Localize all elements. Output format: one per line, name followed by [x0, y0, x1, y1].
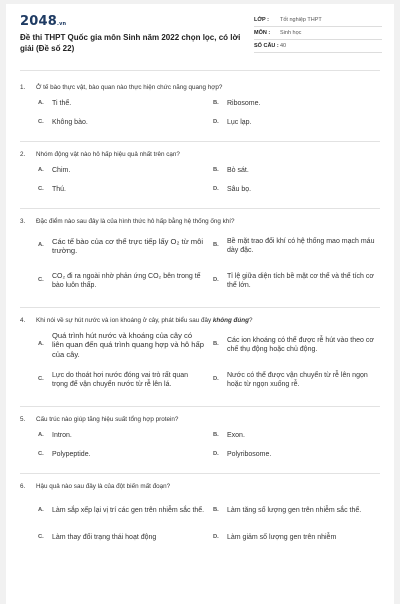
site-logo[interactable]: 2048.vn	[20, 14, 67, 29]
meta-value: Tốt nghiệp THPT	[280, 17, 322, 23]
option-letter: A.	[38, 100, 44, 107]
option-letter: C.	[38, 451, 44, 458]
option-text: Lực do thoát hơi nước đóng vai trò rất quan trọng để vận chuyển nước từ rễ lên lá.	[52, 371, 189, 388]
option-letter: C.	[38, 376, 44, 383]
option-letter: A.	[38, 432, 44, 439]
question-text	[20, 150, 380, 159]
answer-option-c[interactable]	[38, 266, 205, 296]
option-text: Các tế bào của cơ thể trực tiếp lấy O₂ từ môi trường.	[52, 236, 204, 255]
answer-option-d[interactable]	[213, 365, 380, 395]
option-text: Ribosome.	[227, 100, 261, 108]
answer-options	[20, 429, 380, 467]
question-5	[20, 415, 380, 474]
question-prompt-start: Khi nói về sự hút nước và ion khoáng ở cây, phát biểu sau đây	[36, 317, 213, 324]
question-prompt: Nhóm động vật nào hô hấp hiệu quả nhất trên cạn?	[36, 151, 180, 158]
option-text: Chim.	[52, 167, 71, 175]
option-text: Sâu bọ.	[227, 186, 252, 194]
option-text: Không bào.	[52, 119, 88, 127]
question-prompt: Đặc điểm nào sau đây là của hình thức hô hấp bằng hệ thống ống khí?	[36, 218, 235, 225]
question-list	[6, 71, 394, 556]
option-text: Nước có thể được vận chuyển từ rễ lên ngọn hoặc từ ngọn xuống rễ.	[227, 371, 368, 388]
option-letter: B.	[213, 100, 219, 107]
meta-label: LỚP :	[254, 17, 269, 23]
answer-option-c[interactable]	[38, 116, 205, 130]
answer-option-c[interactable]	[38, 183, 205, 197]
option-letter: C.	[38, 277, 44, 284]
option-text: Tỉ lệ giữa diện tích bề mặt cơ thể và thể tích cơ thể lớn.	[227, 272, 374, 289]
meta-value: 40	[280, 43, 287, 49]
option-letter: A.	[38, 242, 44, 249]
option-letter: C.	[38, 119, 44, 126]
answer-option-a[interactable]	[38, 330, 205, 360]
answer-option-c[interactable]	[38, 448, 205, 462]
question-number: 5.	[20, 416, 26, 423]
option-text: Làm giảm số lượng gen trên nhiễm	[227, 534, 337, 542]
answer-option-a[interactable]	[38, 97, 205, 111]
answer-option-d[interactable]	[213, 448, 380, 462]
answer-option-b[interactable]	[213, 429, 380, 443]
document-header	[6, 4, 394, 70]
question-text	[20, 316, 380, 325]
question-2	[20, 150, 380, 209]
question-prompt: Ở tế bào thực vật, bào quan nào thực hiện chức năng quang hợp?	[36, 84, 223, 91]
answer-options	[20, 164, 380, 202]
question-text	[20, 83, 380, 92]
option-letter: D.	[213, 451, 219, 458]
answer-option-d[interactable]	[213, 266, 380, 296]
option-text: Intron.	[52, 432, 72, 440]
question-prompt	[36, 316, 252, 325]
option-letter: D.	[213, 376, 219, 383]
question-text	[20, 482, 380, 491]
answer-options	[20, 231, 380, 301]
answer-options	[20, 496, 380, 550]
option-letter: A.	[38, 507, 44, 514]
option-letter: B.	[213, 167, 219, 174]
option-text: Làm tăng số lượng gen trên nhiễm sắc thể.	[227, 507, 362, 515]
question-prompt-end: ?	[248, 317, 253, 324]
meta-label: MÔN :	[254, 30, 271, 36]
answer-option-a[interactable]	[38, 231, 205, 261]
option-letter: C.	[38, 534, 44, 541]
option-letter: D.	[213, 534, 219, 541]
option-letter: B.	[213, 242, 219, 249]
question-6	[20, 482, 380, 556]
option-letter: B.	[213, 341, 219, 348]
answer-option-b[interactable]	[213, 97, 380, 111]
option-letter: B.	[213, 507, 219, 514]
option-text: Các ion khoáng có thể được rễ hút vào theo cơ chế thụ động hoặc chủ động.	[227, 336, 374, 353]
answer-option-d[interactable]	[213, 183, 380, 197]
option-letter: A.	[38, 167, 44, 174]
option-text: Exon.	[227, 432, 245, 440]
option-text: CO₂ đi ra ngoài nhờ phản ứng CO₂ bên trong tế bào luôn thấp.	[52, 272, 201, 289]
question-number: 1.	[20, 84, 26, 91]
answer-option-d[interactable]	[213, 116, 380, 130]
question-4	[20, 316, 380, 407]
option-text: Làm sắp xếp lại vị trí các gen trên nhiễm sắc thể.	[52, 507, 205, 515]
question-prompt: Cấu trúc nào giúp tăng hiệu suất tổng hợp protein?	[36, 416, 179, 423]
question-number: 4.	[20, 317, 26, 324]
answer-option-c[interactable]	[38, 365, 205, 395]
meta-row-subject	[254, 27, 382, 40]
question-text	[20, 415, 380, 424]
option-letter: B.	[213, 432, 219, 439]
option-letter: D.	[213, 186, 219, 193]
option-text: Quá trình hút nước và khoáng của cây có liên quan đến quá trình quang hợp và hô hấp của cây.	[52, 330, 204, 359]
question-text	[20, 217, 380, 226]
option-text: Làm thay đổi trạng thái hoạt động	[52, 534, 157, 542]
option-letter: D.	[213, 119, 219, 126]
option-letter: A.	[38, 341, 44, 348]
answer-option-a[interactable]	[38, 429, 205, 443]
meta-value: Sinh học	[280, 30, 302, 36]
answer-option-c[interactable]	[38, 531, 205, 545]
question-1	[20, 83, 380, 142]
answer-option-b[interactable]	[213, 330, 380, 360]
meta-row-class	[254, 14, 382, 27]
document-meta	[254, 14, 382, 53]
question-3	[20, 217, 380, 308]
question-number: 3.	[20, 218, 26, 225]
option-text: Polyribosome.	[227, 451, 272, 459]
answer-option-d[interactable]	[213, 531, 380, 545]
answer-option-a[interactable]	[38, 496, 205, 526]
answer-option-a[interactable]	[38, 164, 205, 178]
option-text: Polypeptide.	[52, 451, 91, 459]
question-number: 6.	[20, 483, 26, 490]
answer-options	[20, 97, 380, 135]
answer-option-b[interactable]	[213, 231, 380, 261]
option-text: Thú.	[52, 186, 67, 194]
meta-label: SỐ CÂU :	[254, 43, 279, 49]
meta-row-count	[254, 40, 382, 53]
question-prompt: Hậu quả nào sau đây là của đột biến mất đoạn?	[36, 483, 171, 490]
answer-option-b[interactable]	[213, 164, 380, 178]
document-page	[6, 4, 394, 604]
option-letter: D.	[213, 277, 219, 284]
option-text: Lục lạp.	[227, 119, 252, 127]
option-text: Bề mặt trao đổi khí có hệ thống mao mạch máu dày đặc.	[227, 237, 375, 254]
option-letter: C.	[38, 186, 44, 193]
option-text: Ti thể.	[52, 100, 72, 108]
answer-options	[20, 330, 380, 400]
question-number: 2.	[20, 151, 26, 158]
document-title: Đề thi THPT Quốc gia môn Sinh năm 2022 chọn lọc, có lời giải (Đề số 22)	[20, 33, 241, 53]
question-emphasis: không đúng	[212, 317, 249, 324]
option-text: Bò sát.	[227, 167, 249, 175]
answer-option-b[interactable]	[213, 496, 380, 526]
